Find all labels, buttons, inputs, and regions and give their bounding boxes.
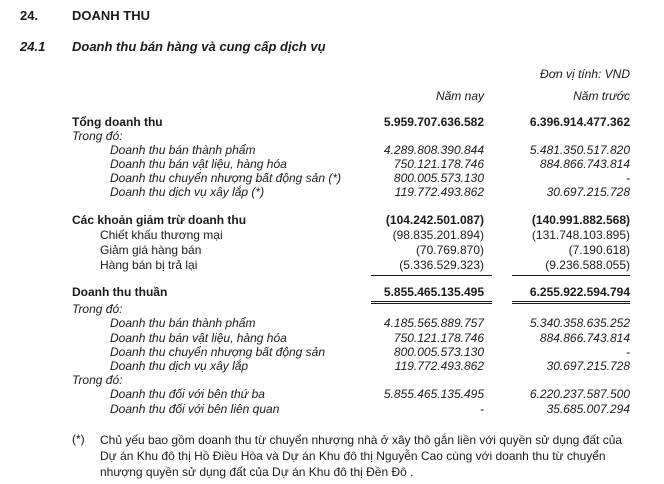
value-previous: (9.236.588.055) <box>545 258 630 272</box>
value-previous: 884.866.743.814 <box>539 157 630 171</box>
table-row <box>0 171 664 186</box>
row-label: Chiết khấu thương mại <box>100 228 223 242</box>
value-current: - <box>480 402 484 416</box>
row-label: Doanh thu chuyển nhượng bất động sản (*) <box>110 171 342 185</box>
row-label: Trong đó: <box>72 129 123 143</box>
section-title: DOANH THU <box>72 8 150 23</box>
value-previous: (140.991.882.568) <box>531 213 630 227</box>
row-label: Doanh thu đối với bên thứ ba <box>110 387 265 401</box>
footnote-mark: (*) <box>72 432 85 446</box>
table-row <box>0 373 664 388</box>
table-row <box>0 345 664 360</box>
value-current: 119.772.493.862 <box>394 359 484 373</box>
table-row <box>0 115 664 130</box>
row-label: Hàng bán bị trả lại <box>100 258 198 272</box>
table-row <box>0 185 664 200</box>
table-row <box>0 387 664 402</box>
value-previous: (131.748.103.895) <box>531 228 630 242</box>
value-previous: 30.697.215.728 <box>546 359 630 373</box>
table-row <box>0 243 664 258</box>
row-label: Doanh thu bán vật liệu, hàng hóa <box>110 331 287 345</box>
unit-label: Đơn vị tính: VND <box>540 67 630 81</box>
table-row <box>0 143 664 158</box>
table-row <box>0 129 664 144</box>
value-previous: 6.220.237.587.500 <box>529 387 630 401</box>
value-current: (104.242.501.087) <box>385 213 484 227</box>
table-row <box>0 359 664 374</box>
table-row <box>0 228 664 243</box>
value-current: 750.121.178.746 <box>393 157 484 171</box>
row-label: Doanh thu bán thành phẩm <box>110 316 256 330</box>
value-current: 750.121.178.746 <box>393 331 484 345</box>
row-label: Tổng doanh thu <box>72 115 163 129</box>
row-label: Doanh thu thuần <box>72 285 168 299</box>
value-current: 4.185.565.889.757 <box>383 316 484 330</box>
table-row <box>0 213 664 228</box>
value-previous: (7.190.618) <box>568 243 630 257</box>
table-row <box>0 258 664 273</box>
value-previous: 5.340.358.635.252 <box>529 316 630 330</box>
row-label: Giảm giá hàng bán <box>100 243 202 257</box>
value-current: (70.769.870) <box>415 243 484 257</box>
subtotal-rule-current <box>371 275 492 276</box>
value-current: 5.855.465.135.495 <box>383 387 484 401</box>
value-current: 119.772.493.862 <box>394 185 484 199</box>
row-label: Doanh thu bán vật liệu, hàng hóa <box>110 157 287 171</box>
value-current: 4.289.808.390.844 <box>383 143 484 157</box>
table-row <box>0 157 664 172</box>
table-row <box>0 316 664 331</box>
value-previous: 30.697.215.728 <box>546 185 630 199</box>
subtotal-rule-previous <box>512 275 630 276</box>
value-previous: 5.481.350.517.820 <box>529 143 630 157</box>
subsection-title: Doanh thu bán hàng và cung cấp dịch vụ <box>72 39 326 54</box>
table-row <box>0 302 664 317</box>
row-label: Doanh thu chuyển nhượng bất động sản <box>110 345 326 359</box>
value-current: 800.005.573.130 <box>393 171 484 185</box>
row-label: Trong đó: <box>72 302 123 316</box>
row-label: Doanh thu bán thành phẩm <box>110 143 256 157</box>
value-current: (98.835.201.894) <box>392 228 484 242</box>
value-previous: 6.255.922.594.794 <box>529 285 630 299</box>
value-current: (5.336.529.323) <box>399 258 484 272</box>
row-label: Các khoản giảm trừ doanh thu <box>72 213 247 227</box>
value-previous: 6.396.914.477.362 <box>529 115 630 129</box>
row-label: Doanh thu đối với bên liên quan <box>110 402 280 416</box>
value-previous: - <box>626 345 630 359</box>
value-previous: - <box>626 171 630 185</box>
table-row <box>0 402 664 417</box>
table-row <box>0 285 664 300</box>
value-current: 5.855.465.135.495 <box>383 285 484 299</box>
row-label: Trong đó: <box>72 373 123 387</box>
value-current: 5.959.707.636.582 <box>383 115 484 129</box>
section-number: 24. <box>20 8 39 23</box>
value-current: 800.005.573.130 <box>393 345 484 359</box>
row-label: Doanh thu dịch vụ xây lắp <box>110 359 249 373</box>
value-previous: 884.866.743.814 <box>539 331 630 345</box>
column-header-previous: Năm trước <box>573 89 630 103</box>
row-label: Doanh thu dịch vụ xây lắp (*) <box>110 185 265 199</box>
column-header-current: Năm nay <box>435 89 484 103</box>
subsection-number: 24.1 <box>20 39 46 54</box>
footnote-text: Chủ yếu bao gồm doanh thu từ chuyển nhượng nhà ở xây thô gắn liền với quyền sử dụng đất của Dự án Khu đô thị Hồ Điều Hòa và Dự án Khu đô thị Nguyễn Cao cùng với doanh thu từ chuyển nhượng quyền sử dụng đất của Dự án Khu đô thị Đền Đô . <box>100 433 623 479</box>
table-row <box>0 331 664 346</box>
value-previous: 35.685.007.294 <box>546 402 630 416</box>
